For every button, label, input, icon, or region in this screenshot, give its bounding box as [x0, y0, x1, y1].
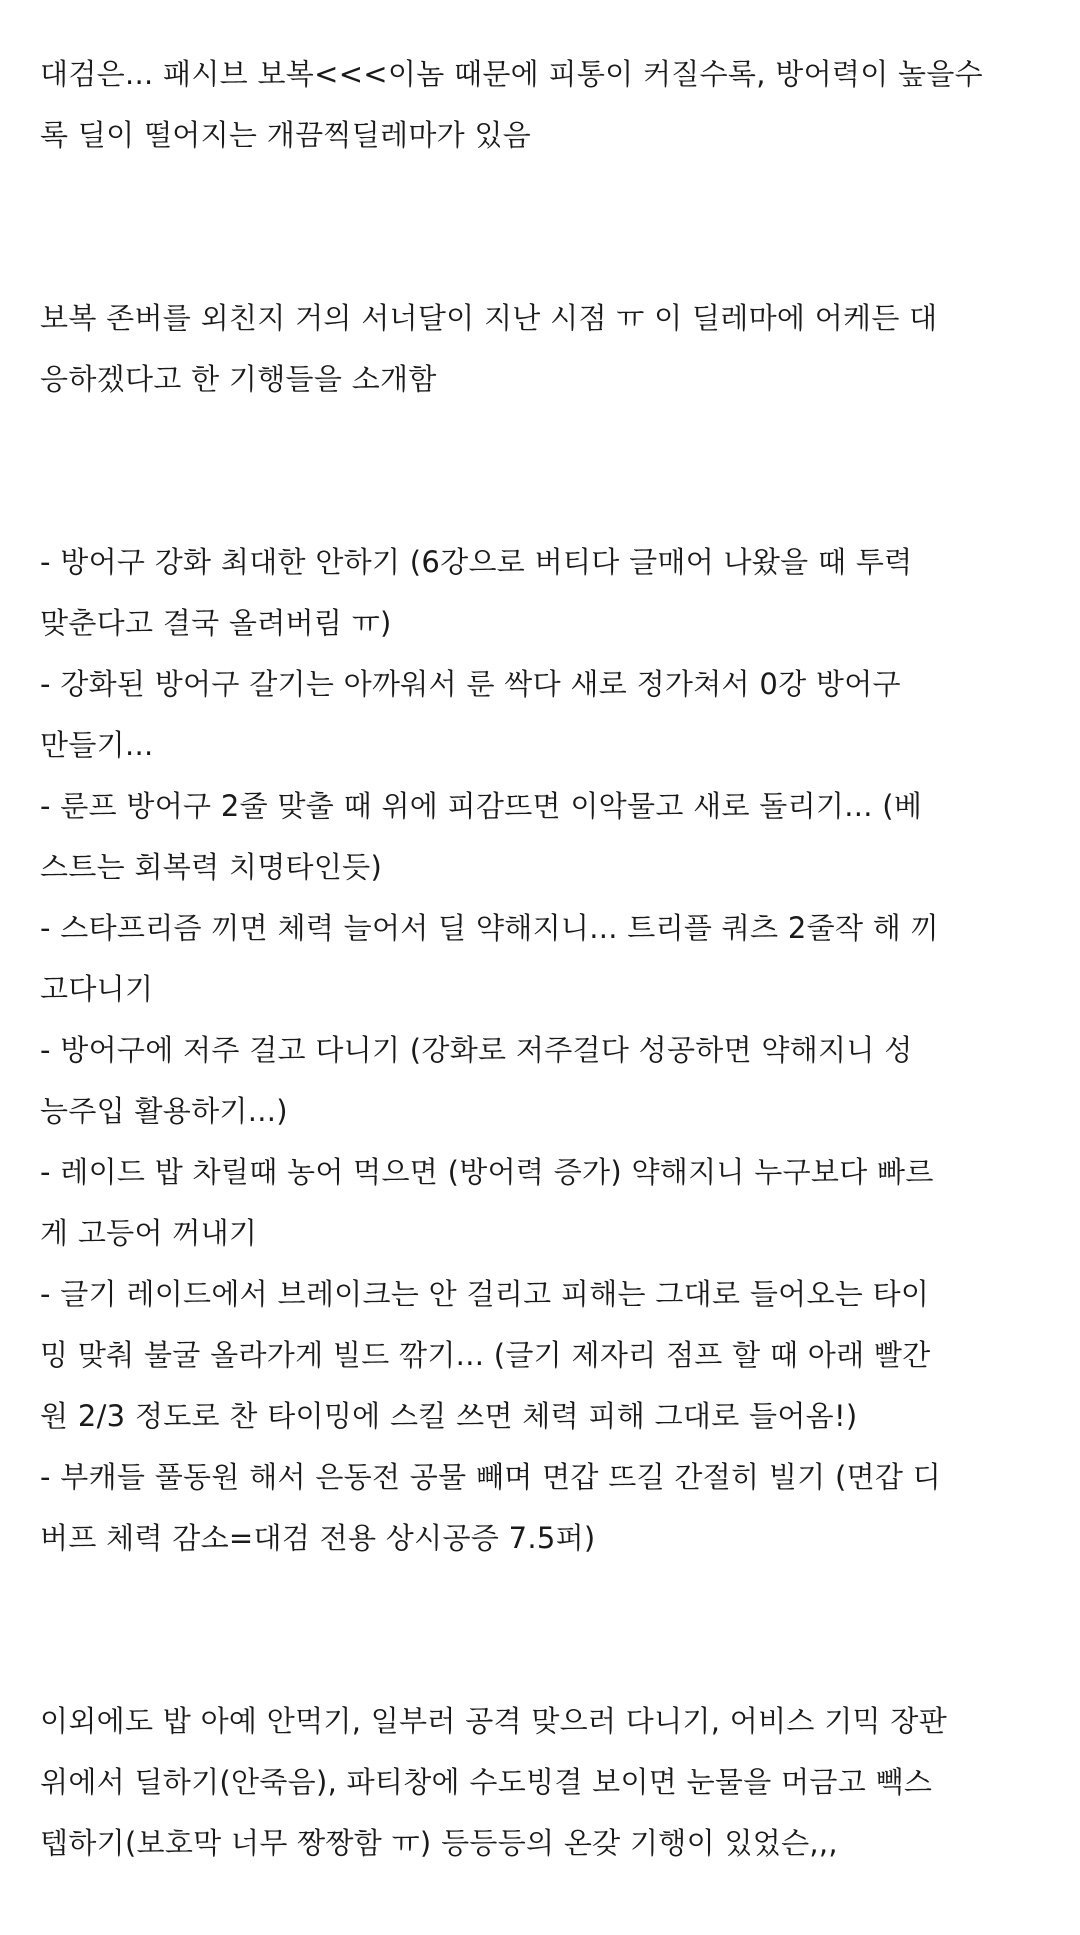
text-line: - 룬프 방어구 2줄 맞출 때 위에 피감뜨면 이악물고 새로 돌리기... (베: [40, 789, 923, 823]
paragraph-spacer: [40, 410, 1050, 532]
text-line: 맞춘다고 결국 올려버림 ㅠ): [40, 606, 392, 640]
list-item: [40, 1447, 1050, 1569]
list-item: [40, 898, 1050, 1020]
text-line: 보복 존버를 외친지 거의 서너달이 지난 시점 ㅠ 이 딜레마에 어케든 대: [40, 301, 938, 335]
text-line: 만들기...: [40, 728, 154, 762]
outro-paragraph: [40, 1691, 1050, 1874]
text-line: 능주입 활용하기...): [40, 1094, 288, 1128]
text-line: - 글기 레이드에서 브레이크는 안 걸리고 피해는 그대로 들어오는 타이: [40, 1277, 930, 1311]
text-line: - 강화된 방어구 갈기는 아까워서 룬 싹다 새로 정가쳐서 0강 방어구: [40, 667, 901, 701]
text-line: - 레이드 밥 차릴때 농어 먹으면 (방어력 증가) 약해지니 누구보다 빠르: [40, 1155, 934, 1189]
list-item: [40, 1264, 1050, 1447]
text-line: 게 고등어 꺼내기: [40, 1216, 258, 1250]
text-line: - 방어구 강화 최대한 안하기 (6강으로 버티다 글매어 나왔을 때 투력: [40, 545, 913, 579]
text-line: 이외에도 밥 아예 안먹기, 일부러 공격 맞으러 다니기, 어비스 기믹 장판: [40, 1704, 948, 1738]
list-item: [40, 654, 1050, 776]
list-item: [40, 1020, 1050, 1142]
text-line: 고다니기: [40, 972, 154, 1006]
paragraph-spacer: [40, 166, 1050, 288]
list-item: [40, 1142, 1050, 1264]
context-paragraph: [40, 288, 1050, 410]
text-line: 밍 맞춰 불굴 올라가게 빌드 깎기... (글기 제자리 점프 할 때 아래 빨간: [40, 1338, 931, 1372]
list-item: [40, 776, 1050, 898]
text-line: 대검은... 패시브 보복<<<이놈 때문에 피통이 커질수록, 방어력이 높을수: [40, 57, 983, 91]
text-line: 위에서 딜하기(안죽음), 파티창에 수도빙결 보이면 눈물을 머금고 빽스: [40, 1765, 933, 1799]
text-line: 버프 체력 감소=대검 전용 상시공증 7.5퍼): [40, 1521, 596, 1555]
text-line: - 방어구에 저주 걸고 다니기 (강화로 저주걸다 성공하면 약해지니 성: [40, 1033, 913, 1067]
post-body: [40, 44, 1050, 1874]
text-line: 원 2/3 정도로 찬 타이밍에 스킬 쓰면 체력 피해 그대로 들어옴!): [40, 1399, 858, 1433]
list-item: [40, 532, 1050, 654]
text-line: 록 딜이 떨어지는 개끔찍딜레마가 있음: [40, 118, 532, 152]
text-line: 응하겠다고 한 기행들을 소개함: [40, 362, 437, 396]
text-line: 스트는 회복력 치명타인듯): [40, 850, 383, 884]
text-line: 텝하기(보호막 너무 짱짱함 ㅠ) 등등등의 온갖 기행이 있었슨,,,: [40, 1826, 838, 1860]
tips-list: [40, 532, 1050, 1569]
text-line: - 스타프리즘 끼면 체력 늘어서 딜 약해지니... 트리플 쿼츠 2줄작 해 끼: [40, 911, 939, 945]
text-line: - 부캐들 풀동원 해서 은동전 공물 빼며 면갑 뜨길 간절히 빌기 (면갑 디: [40, 1460, 942, 1494]
intro-paragraph: [40, 44, 1050, 166]
paragraph-spacer: [40, 1569, 1050, 1691]
